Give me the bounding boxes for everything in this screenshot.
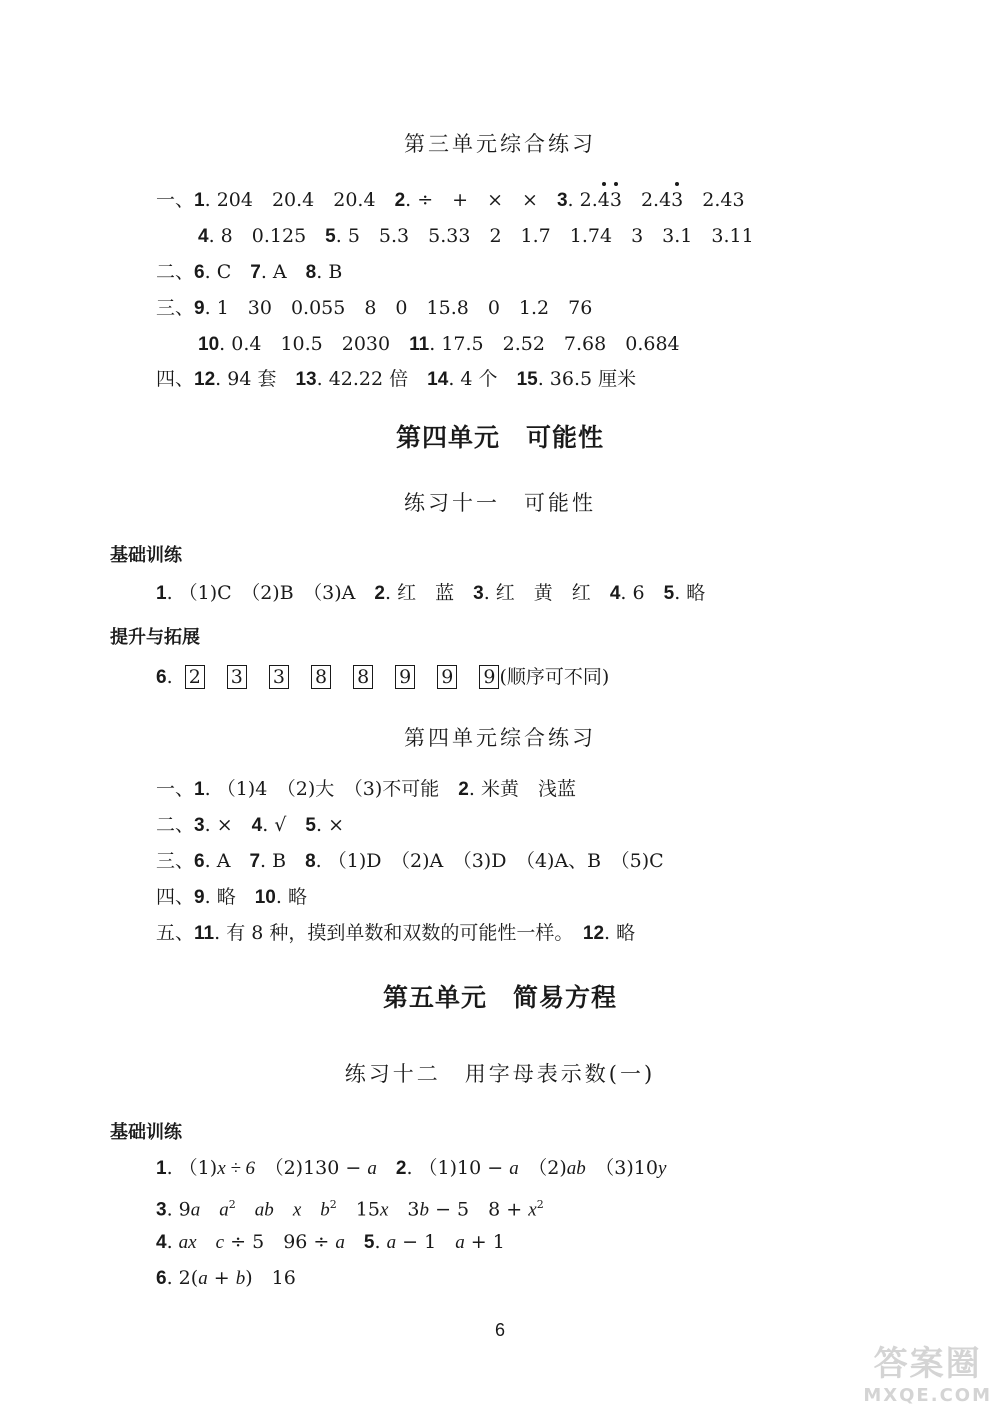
section-basic-training: 基础训练 — [110, 545, 182, 566]
answer-line: 6. 2 3 3 8 8 9 9 9 (顺序可不同) — [156, 666, 610, 688]
exercise11-title: 练习十一 可能性 — [404, 491, 596, 515]
digit-box: 9 — [395, 665, 415, 689]
digit-box: 2 — [185, 665, 205, 689]
answer-line: 4. 8 0.125 5. 5 5.3 5.33 2 1.7 1.74 3 3.1 3.11 — [198, 225, 754, 247]
answer-line: 一、1. 204 20.4 20.4 2. ÷ + × × 3. 2.43 2.43 2.43 — [156, 189, 745, 211]
answer-line: 6. 2(a + b) 16 — [156, 1267, 296, 1289]
digit-box: 9 — [437, 665, 457, 689]
digit-box: 3 — [269, 665, 289, 689]
watermark — [863, 1336, 992, 1406]
answer-line: 二、6. C 7. A 8. B — [156, 261, 343, 283]
unit3-review-title: 第三单元综合练习 — [404, 132, 596, 156]
section-advance: 提升与拓展 — [110, 627, 200, 648]
digit-box: 8 — [311, 665, 331, 689]
answer-line: 二、3. × 4. √ 5. × — [156, 814, 345, 836]
unit5-title: 第五单元 简易方程 — [382, 983, 617, 1012]
answer-line: 四、12. 94 套 13. 42.22 倍 14. 4 个 15. 36.5 厘米 — [156, 368, 637, 390]
page-number: 6 — [494, 1320, 505, 1340]
answer-line: 10. 0.4 10.5 2030 11. 17.5 2.52 7.68 0.684 — [198, 333, 680, 355]
digit-box: 3 — [227, 665, 247, 689]
unit4-title: 第四单元 可能性 — [395, 423, 604, 452]
answer-line: 四、9. 略 10. 略 — [156, 886, 307, 908]
answer-line: 1. （1)C （2)B （3)A 2. 红 蓝 3. 红 黄 红 4. 6 5. 略 — [156, 582, 706, 604]
exercise12-title: 练习十二 用字母表示数(一) — [344, 1062, 656, 1086]
answer-line: 三、6. A 7. B 8. （1)D （2)A （3)D （4)A、B （5)C — [156, 850, 664, 872]
digit-box: 8 — [353, 665, 373, 689]
unit4-review-title: 第四单元综合练习 — [404, 726, 596, 750]
answer-line: 五、11. 有 8 种，摸到单数和双数的可能性一样。 12. 略 — [156, 922, 636, 944]
answer-line: 1. （1)x ÷ 6 （2)130 − a 2. （1)10 − a （2)ab （3)10y — [156, 1157, 667, 1179]
section-basic-training: 基础训练 — [110, 1122, 182, 1143]
answer-line: 3. 9a $a^2$ ab x $b^2$ 15x 3b − 5 $8 + x^2$ — [156, 1198, 544, 1221]
watermark-text: 答案圈 — [873, 1344, 982, 1384]
answer-line: 三、9. 1 30 0.055 8 0 15.8 0 1.2 76 — [156, 297, 593, 319]
watermark-url: MXQE.COM — [863, 1385, 992, 1406]
answer-line: 一、1. （1)4 （2)大 （3)不可能 2. 米黄 浅蓝 — [156, 778, 576, 800]
answer-line: 4. ax c ÷ 5 96 ÷ a 5. a − 1 a + 1 — [156, 1231, 505, 1253]
digit-box: 9 — [479, 665, 499, 689]
